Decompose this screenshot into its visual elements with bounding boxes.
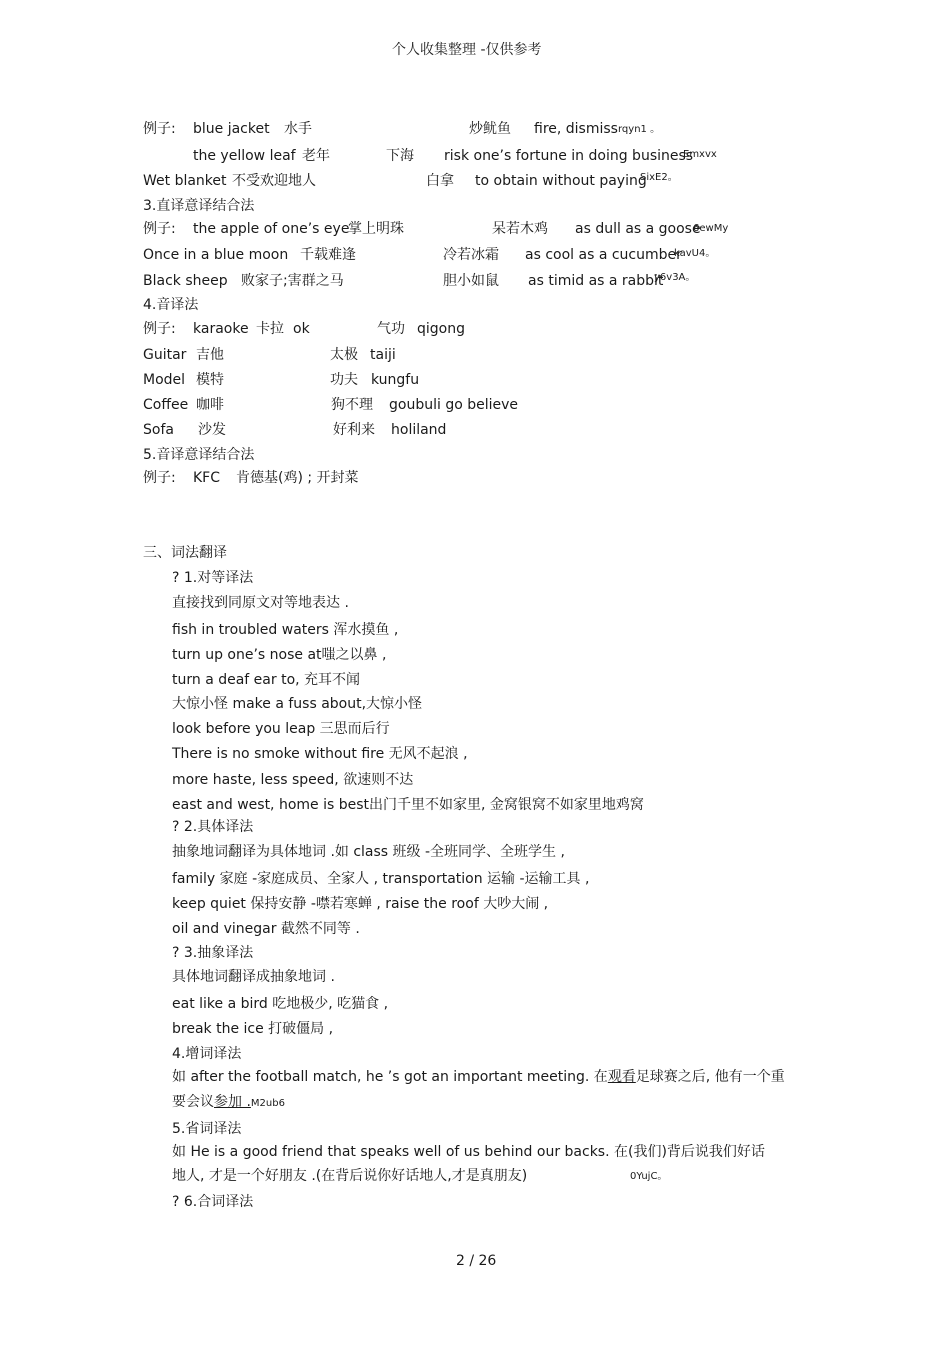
idiom-en: as cool as a cucumber <box>525 247 682 263</box>
term-zh: 好利来 <box>333 422 375 438</box>
bullet-heading: ? 3.抽象译法 <box>172 945 254 961</box>
artifact-code: M2ub6 <box>250 1098 285 1109</box>
term-zh: 太极 <box>330 347 358 363</box>
idiom-zh: 冷若冰霜 <box>443 247 499 263</box>
text-segment: 要会议 <box>172 1094 214 1110</box>
idiom-zh: 水手 <box>284 121 312 137</box>
paragraph-line: family 家庭 -家庭成员、全家人 , transportation 运输 -运输工具 , <box>172 871 590 887</box>
underlined-text: 观看 <box>607 1069 636 1085</box>
example-label: 例子: <box>143 121 176 137</box>
term-zh: 吉他 <box>196 347 224 363</box>
example-label: 例子: <box>143 321 176 337</box>
paragraph-line: look before you leap 三思而后行 <box>172 721 390 737</box>
example-label: 例子: <box>143 470 176 486</box>
artifact-code: rqyn1 。 <box>618 124 661 135</box>
term-zh: 功夫 <box>330 372 358 388</box>
page-header: 个人收集整理 -仅供参考 <box>392 42 542 58</box>
idiom-en: Wet blanket <box>143 173 227 189</box>
bullet-heading: 4.增词译法 <box>172 1046 242 1062</box>
term-zh: 卡拉 <box>256 321 284 337</box>
term-en: goubuli go believe <box>389 397 519 413</box>
term-zh: 狗不理 <box>331 397 373 413</box>
bullet-heading: ? 1.对等译法 <box>172 570 254 586</box>
section-heading: 4.音译法 <box>143 297 199 313</box>
paragraph-line: break the ice 打破僵局 , <box>172 1021 334 1037</box>
artifact-code: SixE2。 <box>640 172 678 183</box>
paragraph-line: 抽象地词翻译为具体地词 .如 class 班级 -全班同学、全班学生 , <box>172 844 565 860</box>
paragraph-line: There is no smoke without fire 无风不起浪 , <box>172 746 468 762</box>
term-en: Guitar <box>143 347 187 363</box>
term-zh: 气功 <box>377 321 405 337</box>
idiom-en: Black sheep <box>143 273 228 289</box>
term-en: taiji <box>370 347 396 363</box>
bullet-heading: 5.省词译法 <box>172 1121 242 1137</box>
section-heading: 5.音译意译结合法 <box>143 447 255 463</box>
term-en: kungfu <box>371 372 420 388</box>
idiom-en: the apple of one’s eye <box>193 221 350 237</box>
paragraph-line: turn up one’s nose at嗤之以鼻 , <box>172 647 387 663</box>
paragraph-line: keep quiet 保持安静 -噤若寒蝉 , raise the roof 大吵大闹 , <box>172 896 549 912</box>
paragraph-line: oil and vinegar 截然不同等 . <box>172 921 360 937</box>
term-en: Sofa <box>143 422 174 438</box>
paragraph-line: fish in troubled waters 浑水摸鱼 , <box>172 622 399 638</box>
artifact-code: 6ewMy <box>693 223 729 234</box>
paragraph-line: eat like a bird 吃地极少, 吃猫食 , <box>172 996 389 1012</box>
paragraph-line: 地人, 才是一个好朋友 .(在背后说你好话地人,才是真朋友) <box>172 1168 528 1184</box>
idiom-zh: 败家子;害群之马 <box>241 273 344 289</box>
bullet-heading: ? 2.具体译法 <box>172 819 254 835</box>
term-en: Coffee <box>143 397 189 413</box>
section-heading: 3.直译意译结合法 <box>143 198 255 214</box>
paragraph-line <box>172 1070 785 1084</box>
idiom-zh: 掌上明珠 <box>348 221 404 237</box>
example-label: 例子: <box>143 221 176 237</box>
artifact-code: 0YujC。 <box>630 1171 668 1182</box>
idiom-en: the yellow leaf <box>193 148 296 164</box>
artifact-code: kavU4。 <box>674 248 716 259</box>
term-zh: 咖啡 <box>196 397 224 413</box>
term-en: ok <box>293 321 310 337</box>
idiom-en: blue jacket <box>193 121 270 137</box>
idiom-en: to obtain without paying <box>475 173 647 189</box>
paragraph-line: more haste, less speed, 欲速则不达 <box>172 772 414 788</box>
idiom-en: fire, dismiss <box>534 121 618 137</box>
term-en: karaoke <box>193 321 249 337</box>
text-segment: 如 after the football match, he ’s got an important meeting. 在 <box>172 1069 608 1085</box>
idiom-zh: 不受欢迎地人 <box>232 173 316 189</box>
term-zh: 肯德基(鸡) ; 开封菜 <box>236 470 359 486</box>
paragraph-line <box>172 1095 285 1109</box>
artifact-code: y6v3A。 <box>654 272 696 283</box>
term-zh: 沙发 <box>198 422 226 438</box>
term-en: Model <box>143 372 186 388</box>
term-en: qigong <box>417 321 465 337</box>
paragraph-line: 大惊小怪 make a fuss about,大惊小怪 <box>172 696 423 712</box>
idiom-en: as dull as a goose <box>575 221 701 237</box>
idiom-zh: 白拿 <box>426 173 454 189</box>
paragraph-line: 直接找到同原文对等地表达 . <box>172 595 349 611</box>
idiom-zh: 下海 <box>386 148 414 164</box>
idiom-zh: 老年 <box>302 148 330 164</box>
idiom-en: Once in a blue moon <box>143 247 289 263</box>
idiom-zh: 千载难逢 <box>300 247 356 263</box>
idiom-en: risk one’s fortune in doing business <box>444 148 694 164</box>
bullet-heading: ? 6.合词译法 <box>172 1194 254 1210</box>
page-number: 2 / 26 <box>456 1253 497 1269</box>
paragraph-line: east and west, home is best出门千里不如家里, 金窝银窝不如家里地鸡窝 <box>172 797 644 813</box>
underlined-text: 参加 . <box>214 1094 251 1110</box>
artifact-code: Emxvx <box>683 149 717 160</box>
text-segment: 足球赛之后, 他有一个重 <box>635 1069 785 1085</box>
idiom-zh: 呆若木鸡 <box>492 221 548 237</box>
idiom-zh: 炒鱿鱼 <box>469 121 511 137</box>
term-en: KFC <box>193 470 221 486</box>
term-en: holiland <box>391 422 447 438</box>
paragraph-line: 具体地词翻译成抽象地词 . <box>172 969 335 985</box>
paragraph-line: turn a deaf ear to, 充耳不闻 <box>172 672 361 688</box>
idiom-zh: 胆小如鼠 <box>443 273 499 289</box>
chapter-heading: 三、词法翻译 <box>143 545 227 561</box>
idiom-en: as timid as a rabbit <box>528 273 664 289</box>
paragraph-line: 如 He is a good friend that speaks well of us behind our backs. 在(我们)背后说我们好话 <box>172 1144 765 1160</box>
term-zh: 模特 <box>196 372 224 388</box>
